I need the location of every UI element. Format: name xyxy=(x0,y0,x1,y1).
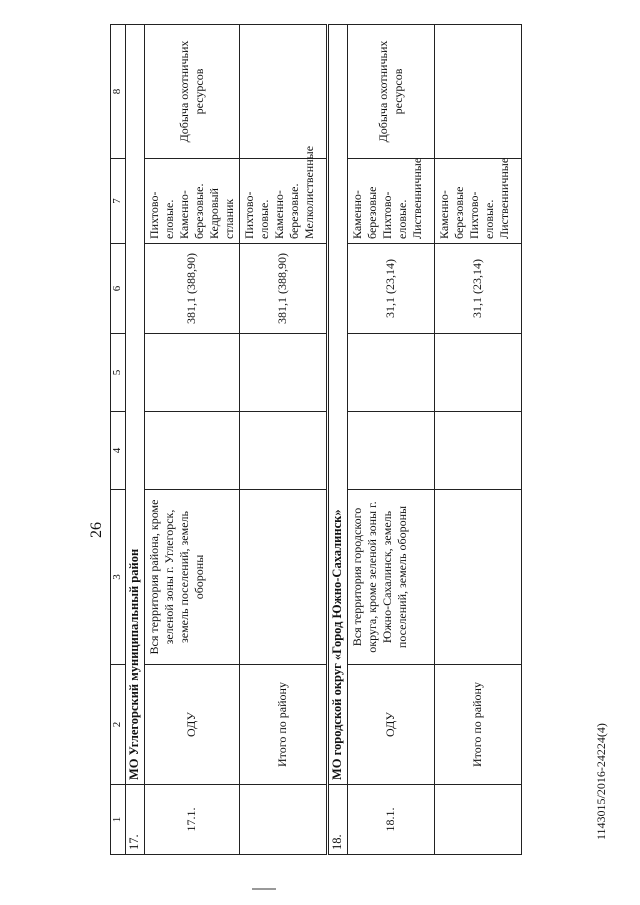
row-col4 xyxy=(434,412,521,490)
row-area: 381,1 (388,90) xyxy=(144,244,239,334)
row-col4 xyxy=(239,412,327,490)
row-col5 xyxy=(434,334,521,412)
header-cell: 2 xyxy=(111,665,126,785)
row-forest-types: Каменно-березовые Пихтово-еловые. Лиственничные xyxy=(347,159,434,244)
row-forest-types: Пихтово-еловые. Каменно-березовые. Мелколиственные xyxy=(239,159,327,244)
table-row xyxy=(434,25,521,855)
row-forest-types: Пихтово-еловые. Каменно-березовые. Кедровый стланик xyxy=(144,159,239,244)
header-cell: 4 xyxy=(111,412,126,490)
row-col5 xyxy=(347,334,434,412)
header-cell: 1 xyxy=(111,785,126,855)
section-title: МО Углегорский муниципальный район xyxy=(125,25,144,785)
row-area: 381,1 (388,90) xyxy=(239,244,327,334)
section-row xyxy=(327,25,347,855)
header-cell: 5 xyxy=(111,334,126,412)
scan-mark xyxy=(252,888,276,890)
page-number: 26 xyxy=(88,522,105,538)
document-code: 1143015/2016-24224(4) xyxy=(594,723,608,840)
row-usage: Добыча охотничьих ресурсов xyxy=(347,25,434,159)
row-number xyxy=(239,785,327,855)
row-col5 xyxy=(239,334,327,412)
row-area: 31,1 (23,14) xyxy=(434,244,521,334)
table-row xyxy=(144,25,239,855)
section-row xyxy=(125,25,144,855)
row-territory: Вся территория района, кроме зеленой зоны г. Углегорск, земель поселений, земель обороны xyxy=(144,490,239,665)
row-forest-types: Каменно-березовые Пихтово-еловые. Лиственничные xyxy=(434,159,521,244)
row-col5 xyxy=(144,334,239,412)
row-territory: Вся территория городского округа, кроме зеленой зоны г. Южно-Сахалинск, земель поселений, земель обороны xyxy=(347,490,434,665)
row-number: 18.1. xyxy=(347,785,434,855)
row-category: Итого по району xyxy=(239,665,327,785)
row-category: ОДУ xyxy=(144,665,239,785)
header-row xyxy=(111,25,126,855)
header-cell: 6 xyxy=(111,244,126,334)
row-usage xyxy=(239,25,327,159)
row-area: 31,1 (23,14) xyxy=(347,244,434,334)
section-title: МО городской округ «Город Южно-Сахалинск» xyxy=(327,25,347,785)
section-number: 18. xyxy=(327,785,347,855)
rotated-table-container xyxy=(110,25,520,855)
table-row xyxy=(347,25,434,855)
header-cell: 7 xyxy=(111,159,126,244)
row-territory xyxy=(239,490,327,665)
row-category: Итого по району xyxy=(434,665,521,785)
row-number: 17.1. xyxy=(144,785,239,855)
row-category: ОДУ xyxy=(347,665,434,785)
hunting-grounds-table xyxy=(110,24,522,855)
header-cell: 3 xyxy=(111,490,126,665)
row-col4 xyxy=(347,412,434,490)
header-cell: 8 xyxy=(111,25,126,159)
row-col4 xyxy=(144,412,239,490)
table-row xyxy=(239,25,327,855)
section-number: 17. xyxy=(125,785,144,855)
row-usage: Добыча охотничьих ресурсов xyxy=(144,25,239,159)
row-usage xyxy=(434,25,521,159)
row-territory xyxy=(434,490,521,665)
row-number xyxy=(434,785,521,855)
